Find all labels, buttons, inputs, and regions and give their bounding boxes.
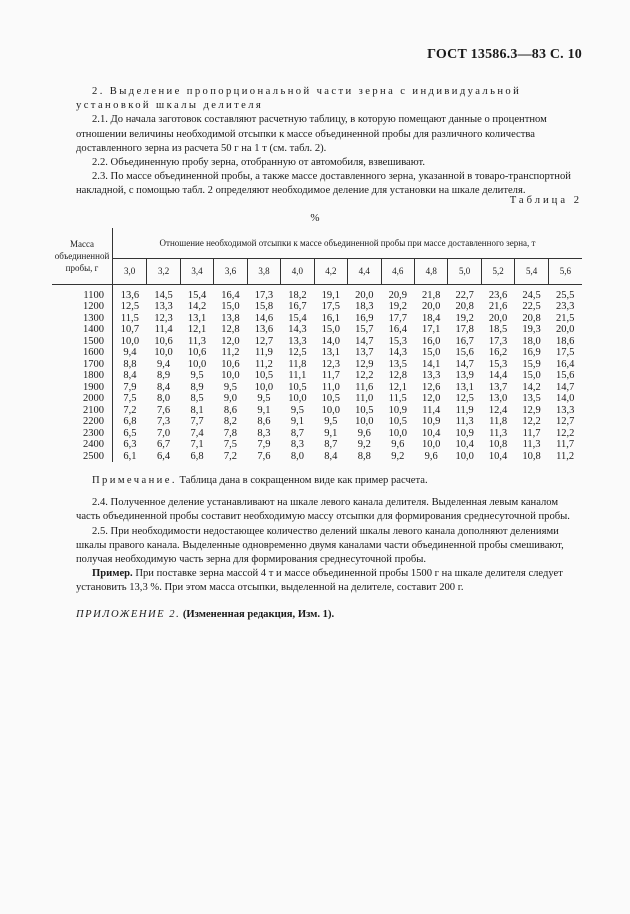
value-cell: 7,5 (223, 439, 238, 450)
value-cell: 14,7 (555, 381, 575, 393)
value-cell: 6,1 (123, 450, 137, 462)
value-cell: 14,7 (455, 358, 474, 370)
value-cell: 7,5 (123, 393, 137, 404)
column-headers (52, 258, 582, 284)
value-cell: 7,9 (123, 381, 137, 393)
value-cell: 9,1 (290, 416, 304, 427)
value-cell: 11,4 (422, 404, 441, 416)
value-cell: 13,3 (288, 335, 307, 347)
table-label: Таблица 2 (509, 195, 582, 206)
value-cell: 20,0 (422, 301, 441, 312)
column-header: 3,0 (113, 258, 147, 284)
value-cell: 9,6 (424, 450, 438, 462)
intro-text (76, 85, 584, 199)
value-cell: 14,2 (522, 381, 541, 393)
table-row (52, 393, 582, 405)
value-cell: 9,1 (324, 427, 338, 439)
value-cell: 10,0 (288, 393, 307, 404)
value-cell: 15,0 (321, 324, 341, 335)
value-cell: 17,5 (555, 347, 575, 358)
value-cell: 15,6 (455, 347, 474, 358)
table-row (52, 382, 582, 394)
paragraph-2-1: 2.1. До начала заготовок составляют расчетную таблицу, в которую помещают данные о процентном отношении величины необходимой отсыпки к массе объединенной пробы для различного количества доставленного зерна из расчета 50 г на 1 т (см. табл. 2). (76, 114, 547, 154)
column-header: 4,0 (281, 258, 314, 284)
value-cell: 10,0 (422, 439, 441, 450)
appendix-text: (Измененная редакция, Изм. 1). (182, 608, 335, 620)
value-cell: 17,3 (488, 335, 508, 347)
value-cell: 10,4 (455, 439, 474, 450)
value-cell: 12,8 (221, 324, 240, 335)
column-header: 5,0 (448, 258, 481, 284)
value-cell: 9,6 (391, 439, 405, 450)
value-cell: 14,0 (555, 393, 575, 404)
paragraph-2-5: 2.5. При необходимости недостающее количество делений шкалы левого канала дополняют делениями шкалы правого канала. Выделенные одновременно двумя каналами части объединенной пробы смешивают, получая необходимую часть зерна для формирования среднесуточной пробы. (76, 525, 564, 566)
value-cell: 12,0 (422, 393, 441, 404)
value-cell: 19,3 (522, 324, 541, 335)
paragraph-2-4: 2.4. Полученное деление устанавливают на шкале левого канала делителя. Выделенная левым каналом часть объединенной пробы составит необходимую массу отсыпки для формирования среднесуточной пробы. (76, 497, 570, 523)
page-header: ГОСТ 13586.3—83 С. 10 (427, 47, 582, 62)
value-cell: 14,6 (254, 312, 274, 324)
table-row (52, 313, 582, 325)
value-cell: 11,3 (522, 439, 541, 450)
value-cell: 11,0 (355, 393, 374, 404)
value-cell: 9,6 (357, 427, 371, 439)
value-cell: 21,8 (422, 289, 441, 301)
value-cell: 9,1 (257, 404, 271, 416)
value-cell: 10,4 (422, 427, 441, 439)
value-cell: 9,5 (223, 381, 238, 393)
value-cell: 7,6 (257, 450, 271, 462)
value-cell: 18,5 (488, 324, 508, 335)
mass-cell: 2500 (52, 451, 113, 463)
value-cell: 6,5 (123, 427, 137, 439)
mass-cell: 1900 (52, 382, 113, 394)
column-header: 3,6 (214, 258, 247, 284)
value-cell: 7,7 (190, 416, 204, 427)
value-cell: 16,0 (422, 335, 441, 347)
value-cell: 11,0 (321, 381, 340, 393)
value-cell: 8,9 (157, 370, 171, 381)
value-cell: 16,9 (522, 347, 541, 358)
value-cell: 12,5 (120, 301, 140, 312)
mass-cell: 1700 (52, 359, 113, 371)
value-cell: 11,2 (556, 450, 575, 462)
value-cell: 8,5 (190, 393, 204, 404)
value-cell: 10,5 (254, 370, 274, 381)
column-header: 5,4 (515, 258, 548, 284)
value-cell: 9,4 (157, 358, 171, 370)
value-cell: 12,9 (522, 404, 541, 416)
value-cell: 21,6 (488, 301, 508, 312)
appendix-note (76, 608, 584, 622)
value-cell: 10,0 (120, 335, 140, 347)
table-row (52, 324, 582, 336)
value-cell: 9,2 (357, 439, 371, 450)
value-cell: 10,9 (422, 416, 441, 427)
value-cell: 17,5 (321, 301, 341, 312)
value-cell: 11,3 (455, 416, 474, 427)
note-text: Таблица дана в сокращенном виде как пример расчета. (179, 475, 428, 486)
mass-cell: 1300 (52, 313, 113, 325)
value-cell: 8,0 (290, 450, 304, 462)
value-cell: 23,3 (555, 301, 575, 312)
data-table (52, 228, 582, 462)
value-cell: 12,1 (388, 381, 407, 393)
value-cell: 14,0 (321, 335, 341, 347)
value-cell: 16,9 (355, 312, 374, 324)
value-cell: 10,8 (488, 439, 508, 450)
value-cell: 15,0 (522, 370, 541, 381)
value-cell: 15,6 (555, 370, 575, 381)
value-cell: 6,3 (123, 439, 137, 450)
value-cell: 14,4 (488, 370, 508, 381)
value-cell: 16,7 (288, 301, 307, 312)
value-cell: 25,5 (555, 289, 575, 301)
value-cell: 12,5 (288, 347, 307, 358)
value-cell: 12,2 (522, 416, 541, 427)
value-cell: 10,6 (221, 358, 240, 370)
value-cell: 15,0 (422, 347, 441, 358)
value-cell: 9,5 (190, 370, 204, 381)
value-cell: 10,6 (187, 347, 207, 358)
value-cell: 7,9 (257, 439, 271, 450)
value-cell: 13,6 (120, 289, 140, 301)
value-cell: 19,1 (321, 289, 341, 301)
value-cell: 17,1 (422, 324, 441, 335)
value-cell: 13,3 (154, 301, 173, 312)
value-cell: 17,7 (388, 312, 407, 324)
value-cell: 8,7 (324, 439, 338, 450)
value-cell: 14,5 (154, 289, 173, 301)
value-cell: 13,5 (522, 393, 541, 404)
mass-cell: 1600 (52, 347, 113, 359)
value-cell: 14,1 (422, 358, 441, 370)
value-cell: 11,2 (254, 358, 273, 370)
value-cell: 11,3 (489, 427, 508, 439)
value-cell: 8,4 (324, 450, 338, 462)
value-cell: 8,1 (190, 404, 204, 416)
table-row (52, 359, 582, 371)
column-header: 5,6 (548, 258, 582, 284)
column-header: 5,2 (481, 258, 514, 284)
value-cell: 23,6 (488, 289, 508, 301)
value-cell: 16,4 (221, 289, 240, 301)
value-cell: 18,4 (422, 312, 441, 324)
value-cell: 17,3 (254, 289, 274, 301)
value-cell: 9,4 (123, 347, 137, 358)
value-cell: 14,7 (355, 335, 374, 347)
value-cell: 11,2 (221, 347, 240, 358)
value-cell: 8,8 (123, 358, 137, 370)
value-cell: 10,4 (488, 450, 508, 462)
value-cell: 10,8 (522, 450, 541, 462)
table-row (52, 301, 582, 313)
value-cell: 8,6 (223, 404, 238, 416)
value-cell: 8,6 (257, 416, 271, 427)
paragraph-2-3: 2.3. По массе объединенной пробы, а также массе доставленного зерна, указанной в товаро-транспортной накладной, с помощью табл. 2 определяют необходимое деление для установки на шкале делителя. (76, 171, 571, 197)
value-cell: 15,3 (388, 335, 407, 347)
value-cell: 10,5 (388, 416, 407, 427)
mass-cell: 1100 (52, 284, 113, 301)
value-cell: 10,0 (321, 404, 341, 416)
value-cell: 13,1 (187, 312, 207, 324)
value-cell: 15,4 (288, 312, 307, 324)
value-cell: 11,7 (556, 439, 575, 450)
table-row (52, 336, 582, 348)
value-cell: 13,1 (455, 381, 474, 393)
value-cell: 6,7 (157, 439, 171, 450)
value-cell: 11,7 (522, 427, 541, 439)
value-cell: 15,4 (187, 289, 207, 301)
value-cell: 8,3 (290, 439, 304, 450)
value-cell: 7,2 (223, 450, 238, 462)
value-cell: 20,0 (555, 324, 575, 335)
value-cell: 12,2 (555, 427, 575, 439)
value-cell: 9,5 (324, 416, 338, 427)
mass-cell: 1800 (52, 370, 113, 382)
value-cell: 8,4 (123, 370, 137, 381)
value-cell: 10,9 (388, 404, 407, 416)
example-text: При поставке зерна массой 4 т и массе объединенной пробы 1500 г на шкале делителя следует установить 13,3 %. При этом масса отсыпки, выделенной на делителе, составит 200 г. (76, 568, 563, 594)
value-cell: 9,5 (257, 393, 271, 404)
value-cell: 20,0 (355, 289, 374, 301)
value-cell: 21,5 (555, 312, 575, 324)
value-cell: 11,1 (288, 370, 307, 381)
value-cell: 7,6 (157, 404, 171, 416)
value-cell: 14,3 (388, 347, 407, 358)
mass-cell: 1500 (52, 336, 113, 348)
value-cell: 12,3 (154, 312, 173, 324)
column-header: 3,4 (180, 258, 213, 284)
table-row (52, 347, 582, 359)
value-cell: 20,9 (388, 289, 407, 301)
value-cell: 12,7 (555, 416, 575, 427)
value-cell: 13,3 (422, 370, 441, 381)
value-cell: 20,0 (488, 312, 508, 324)
value-cell: 12,4 (488, 404, 508, 416)
note (76, 474, 584, 488)
value-cell: 16,4 (388, 324, 407, 335)
value-cell: 20,8 (522, 312, 541, 324)
value-cell: 6,4 (157, 450, 171, 462)
value-cell: 12,2 (355, 370, 374, 381)
value-cell: 18,6 (555, 335, 575, 347)
value-cell: 24,5 (522, 289, 541, 301)
value-cell: 11,5 (388, 393, 407, 404)
value-cell: 8,3 (257, 427, 271, 439)
value-cell: 10,5 (321, 393, 341, 404)
mass-cell: 2400 (52, 439, 113, 451)
value-cell: 12,7 (254, 335, 274, 347)
value-cell: 13,1 (321, 347, 341, 358)
column-header: 4,4 (348, 258, 381, 284)
value-cell: 13,5 (388, 358, 407, 370)
value-cell: 18,0 (522, 335, 541, 347)
value-cell: 12,5 (455, 393, 474, 404)
value-cell: 8,8 (357, 450, 371, 462)
value-cell: 20,8 (455, 301, 474, 312)
mass-cell: 2200 (52, 416, 113, 428)
column-header: 4,6 (381, 258, 414, 284)
value-cell: 10,9 (455, 427, 474, 439)
value-cell: 10,5 (288, 381, 307, 393)
value-cell: 10,0 (455, 450, 474, 462)
table-row (52, 416, 582, 428)
value-cell: 22,7 (455, 289, 474, 301)
mass-cell: 1200 (52, 301, 113, 313)
table-row (52, 451, 582, 463)
value-cell: 9,5 (290, 404, 304, 416)
table-body (52, 284, 582, 462)
value-cell: 14,2 (187, 301, 207, 312)
value-cell: 10,5 (355, 404, 374, 416)
value-cell: 11,7 (321, 370, 340, 381)
value-cell: 7,3 (157, 416, 171, 427)
column-header: 4,2 (314, 258, 347, 284)
value-cell: 6,8 (190, 450, 204, 462)
column-header: 3,8 (247, 258, 280, 284)
value-cell: 13,9 (455, 370, 474, 381)
value-cell: 10,0 (388, 427, 407, 439)
value-cell: 11,5 (120, 312, 139, 324)
value-cell: 13,0 (488, 393, 508, 404)
value-cell: 13,3 (555, 404, 575, 416)
value-cell: 14,3 (288, 324, 307, 335)
value-cell: 13,8 (221, 312, 240, 324)
value-cell: 9,0 (223, 393, 238, 404)
mass-cell: 2100 (52, 405, 113, 417)
value-cell: 10,0 (254, 381, 274, 393)
value-cell: 8,7 (290, 427, 304, 439)
table-row (52, 428, 582, 440)
section-title: 2. Выделение пропорциональной части зерна с индивидуальной установкой шкалы делителя (76, 86, 522, 112)
mass-cell: 2300 (52, 428, 113, 440)
value-cell: 11,9 (455, 404, 474, 416)
value-cell: 10,0 (221, 370, 240, 381)
value-cell: 15,3 (488, 358, 508, 370)
example (76, 567, 584, 595)
value-cell: 12,8 (388, 370, 407, 381)
value-cell: 11,3 (188, 335, 207, 347)
value-cell: 11,8 (288, 358, 307, 370)
table-unit: % (310, 212, 320, 224)
value-cell: 18,2 (288, 289, 307, 301)
column-group-header: Отношение необходимой отсыпки к массе объединенной пробы при массе доставленного зерна, т (113, 228, 583, 258)
value-cell: 15,9 (522, 358, 541, 370)
value-cell: 11,8 (489, 416, 508, 427)
value-cell: 8,9 (190, 381, 204, 393)
value-cell: 15,0 (221, 301, 240, 312)
value-cell: 12,3 (321, 358, 341, 370)
mass-cell: 1400 (52, 324, 113, 336)
value-cell: 10,0 (154, 347, 173, 358)
value-cell: 7,4 (190, 427, 204, 439)
column-header: 3,2 (147, 258, 180, 284)
value-cell: 11,6 (355, 381, 374, 393)
value-cell: 8,0 (157, 393, 171, 404)
value-cell: 18,3 (355, 301, 374, 312)
value-cell: 15,7 (355, 324, 374, 335)
table-row (52, 284, 582, 301)
table-row (52, 370, 582, 382)
value-cell: 8,2 (223, 416, 238, 427)
value-cell: 12,0 (221, 335, 240, 347)
value-cell: 15,8 (254, 301, 274, 312)
value-cell: 13,7 (488, 381, 508, 393)
value-cell: 13,7 (355, 347, 374, 358)
note-label: Примечание. (92, 475, 177, 486)
appendix-label: ПРИЛОЖЕНИЕ 2. (76, 608, 181, 620)
value-cell: 19,2 (455, 312, 474, 324)
example-label: Пример. (92, 568, 133, 580)
row-header: Масса объединенной пробы, г (52, 228, 113, 284)
value-cell: 9,2 (391, 450, 405, 462)
paragraph-2-2: 2.2. Объединенную пробу зерна, отобранную от автомобиля, взвешивают. (92, 157, 426, 169)
value-cell: 10,6 (154, 335, 173, 347)
lower-text (76, 474, 584, 622)
value-cell: 6,8 (123, 416, 137, 427)
value-cell: 11,4 (154, 324, 173, 335)
table-row (52, 405, 582, 417)
mass-cell: 2000 (52, 393, 113, 405)
value-cell: 10,7 (120, 324, 140, 335)
value-cell: 8,4 (157, 381, 171, 393)
value-cell: 7,8 (223, 427, 238, 439)
value-cell: 16,7 (455, 335, 474, 347)
value-cell: 16,1 (321, 312, 341, 324)
value-cell: 16,4 (555, 358, 575, 370)
value-cell: 19,2 (388, 301, 407, 312)
value-cell: 11,9 (254, 347, 273, 358)
value-cell: 22,5 (522, 301, 541, 312)
value-cell: 17,8 (455, 324, 474, 335)
value-cell: 12,1 (187, 324, 207, 335)
value-cell: 10,0 (355, 416, 374, 427)
column-header: 4,8 (414, 258, 447, 284)
value-cell: 12,9 (355, 358, 374, 370)
value-cell: 7,0 (157, 427, 171, 439)
value-cell: 10,0 (187, 358, 207, 370)
value-cell: 16,2 (488, 347, 508, 358)
value-cell: 13,6 (254, 324, 274, 335)
value-cell: 7,1 (190, 439, 204, 450)
table-row (52, 439, 582, 451)
value-cell: 12,6 (422, 381, 441, 393)
value-cell: 7,2 (123, 404, 137, 416)
